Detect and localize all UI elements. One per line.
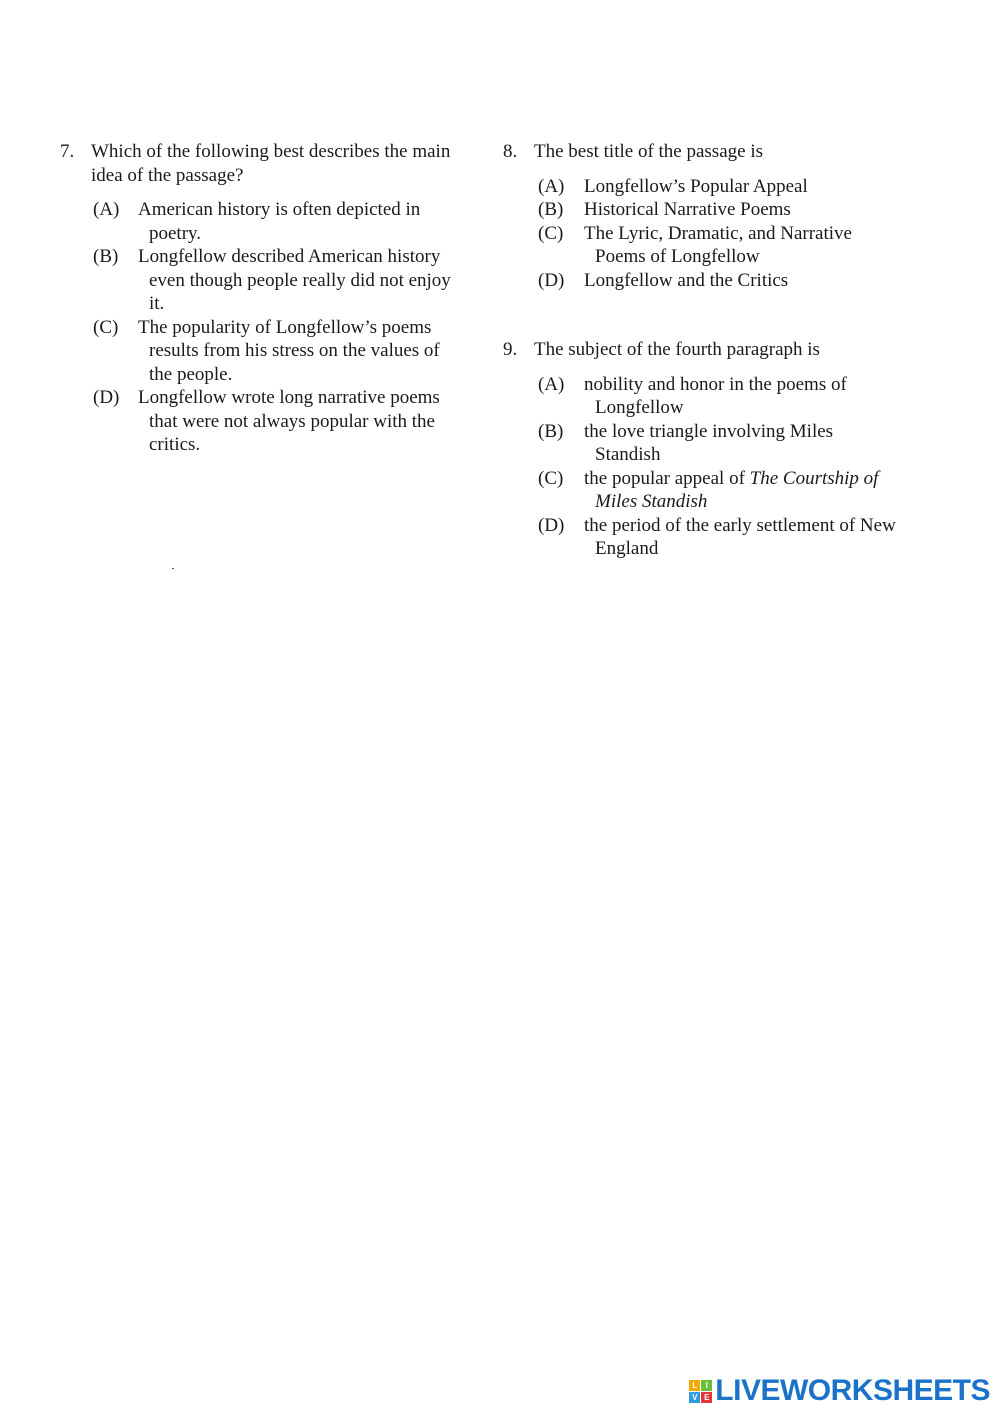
option-b[interactable] [503, 420, 903, 467]
option-letter: (B) [538, 420, 564, 442]
question-text: Which of the following best describes the main idea of the passage? [91, 141, 451, 186]
option-letter: (D) [538, 269, 565, 291]
logo-tile-l: L [689, 1380, 700, 1391]
option-text: nobility and honor in the poems of Longfellow [584, 373, 847, 418]
option-c[interactable] [60, 316, 460, 387]
option-a[interactable] [503, 175, 903, 199]
option-b[interactable] [503, 198, 903, 222]
book-title: The Courtship of Miles Standish [595, 467, 879, 512]
option-c[interactable] [503, 467, 903, 514]
option-d[interactable] [503, 269, 903, 293]
option-letter: (C) [93, 316, 119, 338]
question-7-stem [60, 140, 460, 187]
question-number: 8. [503, 141, 518, 162]
option-text: Longfellow described American history even though people really did not enjoy it. [138, 246, 451, 314]
question-8 [503, 140, 903, 292]
stray-mark [172, 568, 174, 569]
answer-options [503, 175, 903, 293]
option-a[interactable] [503, 373, 903, 420]
option-text [584, 468, 878, 513]
option-text: Historical Narrative Poems [584, 199, 791, 220]
question-text: The best title of the passage is [534, 141, 763, 162]
logo-tile-v: V [689, 1392, 700, 1403]
question-9-stem [503, 338, 903, 362]
option-letter: (B) [538, 199, 564, 220]
option-letter: (C) [538, 222, 564, 244]
option-text: the period of the early settlement of New England [584, 514, 896, 559]
option-text: Longfellow’s Popular Appeal [584, 175, 808, 197]
option-letter: (A) [538, 175, 565, 197]
question-7 [60, 140, 460, 457]
option-letter: (D) [538, 514, 565, 536]
option-letter: (A) [538, 373, 565, 395]
question-8-stem [503, 140, 903, 164]
option-text-plain: the popular appeal of [584, 467, 750, 489]
logo-mark-icon [689, 1380, 712, 1403]
option-d[interactable] [503, 514, 903, 561]
logo-tile-i: I [701, 1380, 712, 1391]
question-9 [503, 338, 903, 561]
question-number: 7. [60, 141, 75, 162]
answer-options [60, 198, 460, 457]
question-text: The subject of the fourth paragraph is [534, 339, 820, 360]
question-number: 9. [503, 339, 518, 360]
option-text: The Lyric, Dramatic, and Narrative Poems of Longfellow [584, 222, 852, 267]
option-b[interactable] [60, 245, 460, 316]
option-letter: (B) [93, 246, 119, 267]
option-text: The popularity of Longfellow’s poems results from his stress on the values of the people. [138, 316, 440, 385]
option-d[interactable] [60, 386, 460, 457]
option-text: American history is often depicted in poetry. [138, 199, 421, 244]
option-c[interactable] [503, 222, 903, 269]
option-letter: (C) [538, 467, 564, 489]
option-text: the love triangle involving Miles Standish [584, 420, 834, 465]
option-letter: (A) [93, 199, 120, 220]
logo-text: LIVEWORKSHEETS [715, 1374, 990, 1407]
option-text: Longfellow and the Critics [584, 269, 789, 291]
liveworksheets-logo [689, 1374, 990, 1408]
logo-tile-e: E [701, 1392, 712, 1403]
option-text: Longfellow wrote long narrative poems that were not always popular with the critics. [138, 387, 440, 455]
option-a[interactable] [60, 198, 460, 245]
option-letter: (D) [93, 387, 120, 408]
answer-options [503, 373, 903, 561]
